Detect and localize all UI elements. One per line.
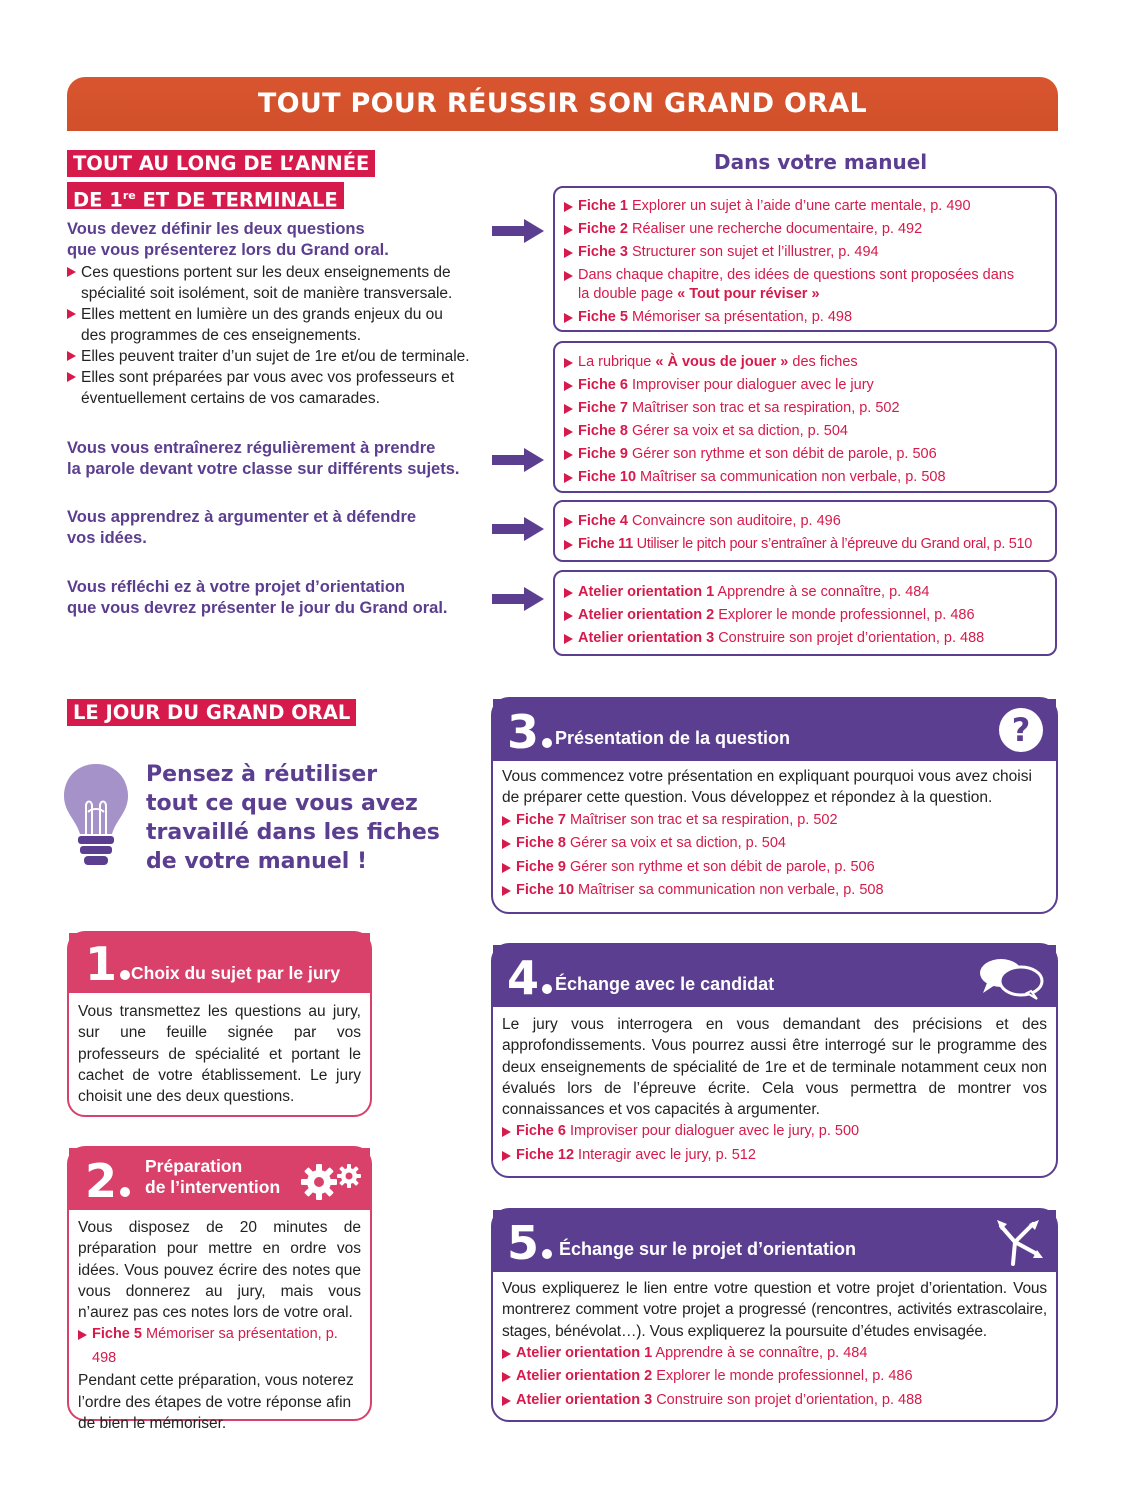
block2-title [67, 438, 460, 480]
step-body [493, 1272, 1056, 1418]
ref-item [564, 397, 1045, 420]
step-card-1 [67, 931, 372, 1117]
step-body-text: Le jury vous interrogera en vous demandant des précisions et des approfondissements. Vous pourrez aussi être interrogé sur le programme des deux enseignements de spécialité de 1re et de terminale notamment ceux non évalués lors de l’épreuve écrite. Cela vous permettra de montrer vos connaissances et vos capacités à argumenter. [502, 1016, 1047, 1119]
ref-text: Structurer son sujet et l’illustrer, p. 494 [627, 244, 879, 260]
ref-text: Apprendre à se connaître, p. 484 [652, 1344, 868, 1361]
ref-text: Maîtriser sa communication non verbale, p. 508 [574, 882, 884, 899]
arrow-right-icon [492, 448, 544, 472]
ref-label: Fiche 7 [578, 400, 628, 416]
block1-bullets [67, 262, 497, 409]
ref-item [564, 443, 1045, 466]
step-card-3 [491, 697, 1058, 914]
ref-label: Fiche 5 [92, 1326, 142, 1343]
step-card-header [69, 933, 370, 993]
step-title-line: de l’intervention [145, 1177, 281, 1197]
ref-item [564, 306, 1045, 329]
bulb-line: travaillé dans les fiches [146, 820, 440, 845]
ref-label: Fiche 5 [578, 309, 628, 325]
step-number-text: 3 [507, 705, 540, 759]
ref-text: Dans chaque chapitre, des idées de questions sont proposées dans [578, 267, 1015, 283]
ref-text: Gérer son rythme et son débit de parole, p. 506 [565, 858, 875, 875]
ref-item [502, 832, 1047, 856]
ref-label: Fiche 8 [578, 423, 628, 439]
page-banner-title: TOUT POUR RÉUSSIR SON GRAND ORAL [67, 77, 1058, 131]
bullet-item [67, 367, 497, 409]
tag-sup: re [122, 189, 136, 202]
ref-text: Construire son projet d’orientation, p. 488 [714, 630, 985, 646]
ref-text: Improviser pour dialoguer avec le jury [627, 377, 874, 393]
ref-item [564, 581, 1045, 604]
ref-item [564, 264, 1045, 306]
block4-title [67, 577, 448, 619]
ref-text: des fiches [788, 354, 858, 370]
bullet-line: Elles mettent en lumière un des grands enjeux du ou [81, 306, 443, 323]
ref-label: Fiche 4 [578, 513, 628, 529]
block3-title [67, 507, 416, 549]
block4-line: Vous réfléchi ez à votre projet d’orientation [67, 578, 406, 596]
bulb-line: tout ce que vous avez [146, 791, 418, 816]
ref-item [564, 510, 1045, 533]
step-card-header [69, 1148, 370, 1210]
step-number-text: 4 [507, 951, 540, 1005]
ref-label: « À vous de jouer » [655, 354, 789, 370]
ref-label: Fiche 12 [516, 1146, 575, 1163]
step-number [85, 1154, 130, 1208]
ref-text: Maîtriser sa communication non verbale, p. 508 [636, 469, 946, 485]
step-body-text: Vous disposez de 20 minutes de préparation pour mettre en ordre vos idées. Vous pouvez écrire des notes que vous donnerez au jury, mais vous n’aurez pas ces notes lors de votre oral. [78, 1219, 361, 1322]
ref-item [502, 809, 1047, 833]
section-tag-annee-line1: TOUT AU LONG DE L’ANNÉE [67, 150, 375, 177]
step-card-header [493, 699, 1056, 761]
step-card-header [493, 1210, 1056, 1272]
bullet-line: éventuellement certains de vos camarades. [81, 390, 380, 407]
ref-label: Fiche 8 [516, 835, 566, 852]
ref-item [564, 627, 1045, 650]
bullet-line: Elles sont préparées par vous avec vos professeurs et [81, 369, 455, 386]
ref-item [564, 195, 1045, 218]
arrow-right-icon [492, 587, 544, 611]
ref-text: Gérer sa voix et sa diction, p. 504 [565, 835, 786, 852]
ref-item [502, 1144, 1047, 1168]
ref-item [564, 533, 1045, 556]
bulb-line: de votre manuel ! [146, 849, 367, 874]
ref-text: Convaincre son auditoire, p. 496 [627, 513, 841, 529]
bullet-line: spécialité soit isolément, soit de manière transversale. [81, 285, 453, 302]
block1-title-line: Vous devez définir les deux questions [67, 220, 365, 238]
manuel-refs-box-4 [553, 570, 1057, 656]
step-body-text: Vous expliquerez le lien entre votre question et votre projet d’orientation. Vous montrerez comment votre projet a progressé (rencontres, activités extrascolaire, stages, bénévolat…). Vous expliquerez la poursuite d’études envisagée. [502, 1280, 1047, 1340]
manuel-refs-box-1 [553, 186, 1057, 332]
ref-text: Mémoriser sa présentation, p. 498 [92, 1326, 338, 1366]
ref-item [564, 604, 1045, 627]
ref-label: Fiche 2 [578, 221, 628, 237]
step-body [69, 993, 370, 1113]
ref-text: Maîtriser son trac et sa respiration, p. 502 [565, 811, 838, 828]
ref-label: Atelier orientation 3 [578, 630, 715, 646]
ref-label: Fiche 6 [578, 377, 628, 393]
ref-label: Fiche 6 [516, 1123, 566, 1140]
bullet-item [67, 262, 497, 304]
ref-text: Interagir avec le jury, p. 512 [574, 1146, 756, 1163]
ref-item [564, 241, 1045, 264]
ref-label: Atelier orientation 1 [516, 1344, 653, 1361]
ref-text: Maîtriser son trac et sa respiration, p. 502 [627, 400, 900, 416]
ref-text: La rubrique [578, 354, 656, 370]
manuel-title: Dans votre manuel [714, 150, 928, 174]
ref-label: Fiche 10 [578, 469, 637, 485]
step-body [69, 1210, 370, 1440]
ref-text: Réaliser une recherche documentaire, p. 492 [627, 221, 923, 237]
ref-label: Fiche 3 [578, 244, 628, 260]
ref-item [502, 1342, 1047, 1366]
ref-item [502, 1389, 1047, 1413]
step-number [507, 1216, 552, 1270]
ref-text: Construire son projet d’orientation, p. 488 [652, 1391, 923, 1408]
ref-text: Mémoriser sa présentation, p. 498 [627, 309, 853, 325]
question-mark-icon: ? [999, 708, 1043, 752]
block3-line: Vous apprendrez à argumenter et à défendre [67, 508, 417, 526]
ref-item [564, 420, 1045, 443]
step-number-text: 1 [85, 937, 118, 991]
step-body [493, 1007, 1056, 1173]
block1-title [67, 219, 389, 261]
step-title: Choix du sujet par le jury [131, 963, 341, 983]
ref-label: Atelier orientation 3 [516, 1391, 653, 1408]
ref-item [502, 879, 1047, 903]
ref-label: Fiche 9 [516, 858, 566, 875]
step-body [493, 761, 1056, 909]
manuel-refs-box-3 [553, 500, 1057, 562]
section-tag-annee-line2 [67, 182, 344, 212]
ref-label: Atelier orientation 2 [516, 1368, 653, 1385]
ref-item [502, 1120, 1047, 1144]
tag-text: DE 1 [73, 188, 123, 212]
ref-item [502, 1365, 1047, 1389]
block2-line: Vous vous entraînerez régulièrement à prendre [67, 439, 436, 457]
step-card-5 [491, 1208, 1058, 1422]
step-number [85, 937, 130, 991]
step-title: Présentation de la question [555, 728, 791, 748]
step-card-4 [491, 943, 1058, 1178]
ref-label: Fiche 9 [578, 446, 628, 462]
section-tag-jour: LE JOUR DU GRAND ORAL [67, 699, 356, 726]
step-number-text: 5 [507, 1216, 540, 1270]
step-body-text: Vous transmettez les questions au jury, sur une feuille signée par vos professeurs de spécialité et portant le cachet de votre établissement. Le jury choisit une des deux questions. [78, 1003, 361, 1106]
lightbulb-icon [58, 760, 134, 868]
block2-line: la parole devant votre classe sur différents sujets. [67, 460, 460, 478]
step-number [507, 705, 552, 759]
ref-label: Fiche 1 [578, 198, 628, 214]
step-title [145, 1156, 280, 1198]
ref-label: Atelier orientation 1 [578, 584, 715, 600]
step-title: Échange sur le projet d’orientation [559, 1239, 857, 1259]
crossroads-arrows-icon [993, 1216, 1045, 1268]
ref-text: Apprendre à se connaître, p. 484 [714, 584, 930, 600]
speech-bubbles-icon [977, 955, 1045, 1001]
step-title: Échange avec le candidat [555, 974, 775, 994]
ref-item [78, 1323, 361, 1370]
ref-text: Improviser pour dialoguer avec le jury, p. 500 [565, 1123, 860, 1140]
ref-text: la double page [578, 286, 678, 302]
ref-item [564, 351, 1045, 374]
bullet-item [67, 304, 497, 346]
step-body-text: Pendant cette préparation, vous noterez l’ordre des étapes de votre réponse afin de bien le mémoriser. [78, 1372, 354, 1433]
ref-text: Explorer le monde professionnel, p. 486 [714, 607, 975, 623]
ref-label: Atelier orientation 2 [578, 607, 715, 623]
ref-item [564, 218, 1045, 241]
step-card-header [493, 945, 1056, 1007]
block1-title-line: que vous présenterez lors du Grand oral. [67, 241, 389, 259]
ref-item [564, 374, 1045, 397]
ref-text: Gérer sa voix et sa diction, p. 504 [627, 423, 848, 439]
bullet-item [67, 346, 497, 367]
ref-label: Fiche 7 [516, 811, 566, 828]
step-title-line: Préparation [145, 1156, 243, 1176]
ref-text: Gérer son rythme et son débit de parole, p. 506 [627, 446, 937, 462]
bullet-line: des programmes de ces enseignements. [81, 327, 362, 344]
gears-icon [301, 1160, 365, 1200]
ref-label: Fiche 10 [516, 882, 575, 899]
step-number-text: 2 [85, 1154, 118, 1208]
step-card-2 [67, 1146, 372, 1433]
ref-item [502, 856, 1047, 880]
bulb-line: Pensez à réutiliser [146, 762, 378, 787]
manuel-refs-box-2 [553, 341, 1057, 493]
step-body-text: Vous commencez votre présentation en expliquant pourquoi vous avez choisi de préparer cette question. Vous développez et répondez à la question. [502, 768, 1032, 807]
arrow-right-icon [492, 219, 544, 243]
arrow-right-icon [492, 517, 544, 541]
bullet-line: Ces questions portent sur les deux enseignements de [81, 264, 451, 281]
ref-text: Explorer un sujet à l’aide d’une carte mentale, p. 490 [627, 198, 971, 214]
bulb-message [146, 760, 440, 876]
ref-label: « Tout pour réviser » [677, 286, 820, 302]
tag-text: ET DE TERMINALE [135, 188, 338, 212]
ref-label: Fiche 11 [578, 536, 633, 552]
bullet-line: Elles peuvent traiter d’un sujet de 1re et/ou de terminale. [81, 348, 470, 365]
ref-text: Utiliser le pitch pour s’entraîner à l’épreuve du Grand oral, p. 510 [632, 536, 1033, 552]
block3-line: vos idées. [67, 529, 147, 547]
ref-item [564, 466, 1045, 489]
step-number [507, 951, 552, 1005]
ref-text: Explorer le monde professionnel, p. 486 [652, 1368, 913, 1385]
block4-line: que vous devrez présenter le jour du Grand oral. [67, 599, 448, 617]
